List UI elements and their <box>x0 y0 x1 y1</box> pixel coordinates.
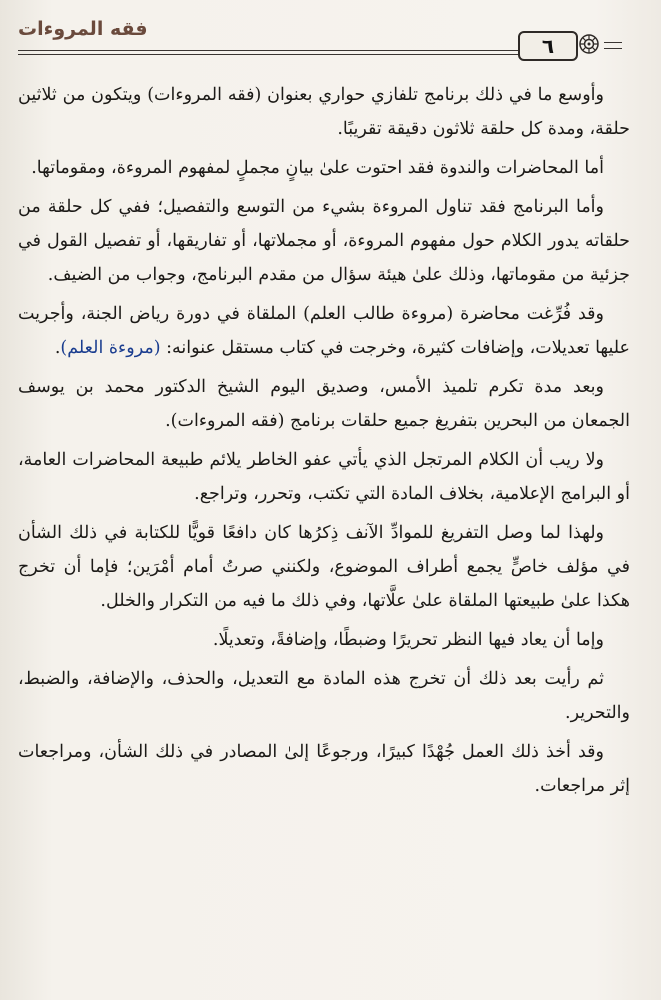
paragraph-9: ثم رأيت بعد ذلك أن تخرج هذه المادة مع التعديل، والحذف، والإضافة، والضبط، والتحرير. <box>18 669 630 723</box>
page-number: ٦ <box>518 31 578 61</box>
paragraph-10: وقد أخذ ذلك العمل جُهْدًا كبيرًا، ورجوعًا إلىٰ المصادر في ذلك الشأن، ومراجعات إثر مراجعات. <box>18 742 630 796</box>
header-rule <box>18 50 518 51</box>
book-title-highlight: (مروءة العلم) <box>60 338 161 358</box>
paragraph-3: وأما البرنامج فقد تناول المروءة بشيء من التوسع والتفصيل؛ ففي كل حلقة من حلقاته يدور الكلام حول مفهوم المروءة، أو مجملاتها، أو تفاريقها، أو تفصيل القول في جزئية من مقوماتها، وذلك علىٰ هيئة سؤال من مقدم البرنامج، وجواب من الضيف. <box>18 197 630 285</box>
flower-ornament-icon <box>578 33 600 55</box>
paragraph-7: ولهذا لما وصل التفريغ للموادِّ الآنف ذِكرُها كان دافعًا قويًّا للكتابة في ذلك الشأن في مؤلف خاصٍّ يجمع أطراف الموضوع، ولكنني صرتُ أمام أمْرَين؛ فإما أن تخرج هكذا علىٰ طبيعتها الملقاة علىٰ علَّاتها، وفي ذلك ما فيه من التكرار والخلل. <box>18 523 630 611</box>
header-rule-secondary <box>18 54 518 55</box>
paragraph-8: وإما أن يعاد فيها النظر تحريرًا وضبطًا، وإضافةً، وتعديلًا. <box>212 630 604 650</box>
paragraph-4 <box>18 297 630 365</box>
paragraph-6: ولا ريب أن الكلام المرتجل الذي يأتي عفو الخاطر يلائم طبيعة المحاضرات العامة، أو البرامج الإعلامية، بخلاف المادة التي تكتب، وتحرر، وتراجع. <box>18 450 630 504</box>
paragraph-2: أما المحاضرات والندوة فقد احتوت علىٰ بيانٍ مجملٍ لمفهوم المروءة، ومقوماتها. <box>31 158 604 178</box>
paragraph-4-text: وقد فُرِّغت محاضرة (مروءة طالب العلم) الملقاة في دورة رياض الجنة، وأجريت عليها تعديلات، وإضافات كثيرة، وخرجت في كتاب مستقل عنوانه: <box>18 304 630 358</box>
header-end-mark <box>604 42 622 49</box>
page-body <box>18 78 630 808</box>
running-title: فقه المروءات <box>18 18 148 40</box>
paragraph-4-end: . <box>54 338 61 358</box>
paragraph-1: وأوسع ما في ذلك برنامج تلفازي حواري بعنوان (فقه المروءات) ويتكون من ثلاثين حلقة، ومدة كل حلقة ثلاثون دقيقة تقريبًا. <box>18 85 630 139</box>
page-header <box>0 0 661 62</box>
paragraph-5: وبعد مدة تكرم تلميذ الأمس، وصديق اليوم الشيخ الدكتور محمد بن يوسف الجمعان من البحرين بتفريغ جميع حلقات برنامج (فقه المروءات). <box>18 377 630 431</box>
